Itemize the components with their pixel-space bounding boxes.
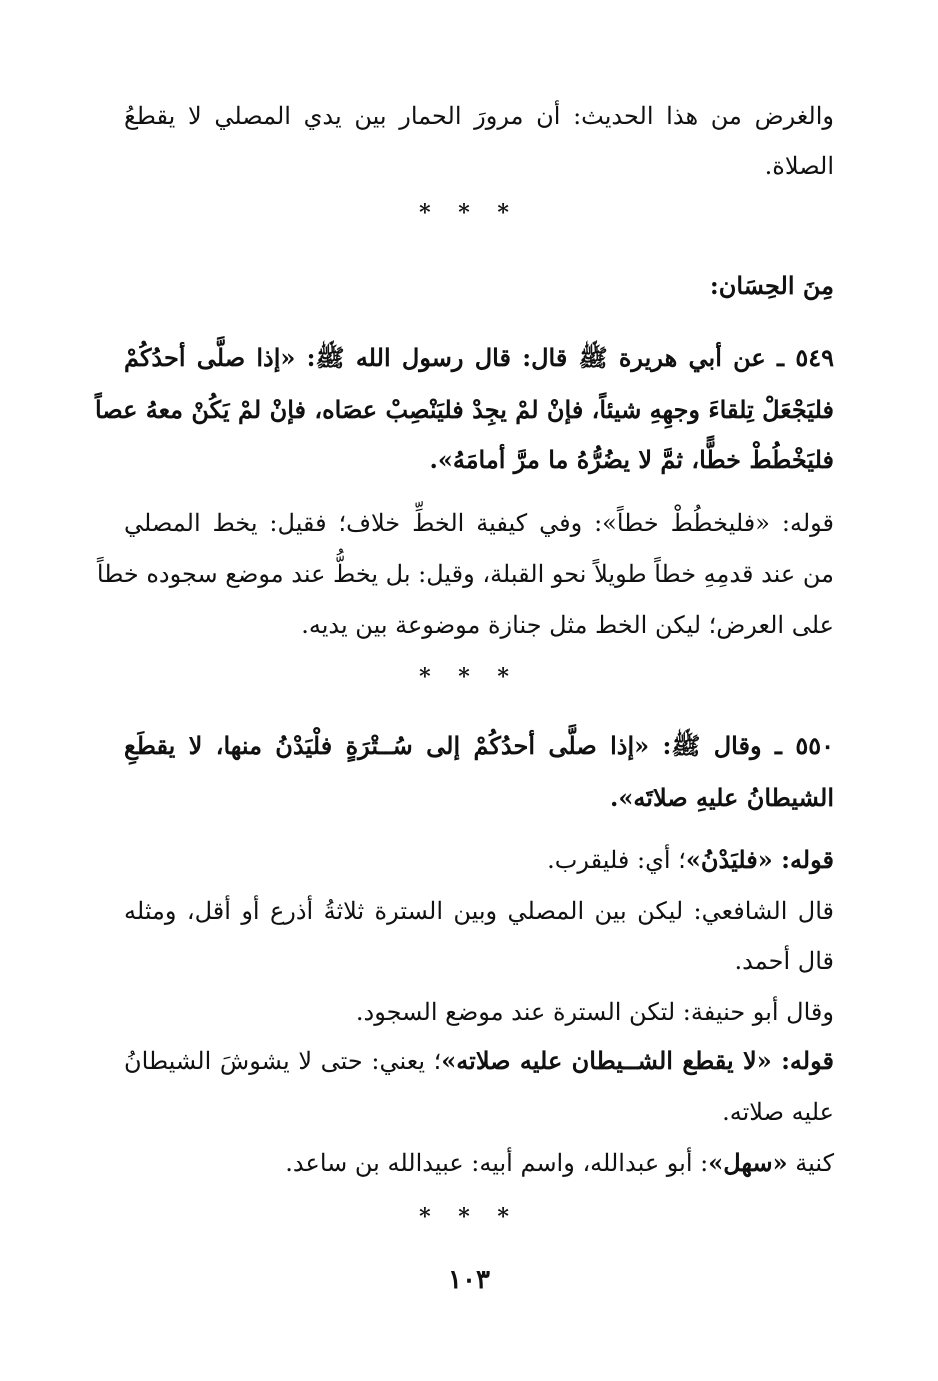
intro-line-1: والغرض من هذا الحديث: أن مرورَ الحمار بين يدي المصلي لا يقطعُ [124, 102, 834, 130]
section-heading: مِنَ الحِسَان: [709, 271, 834, 300]
section-separator: * * * [419, 664, 519, 690]
commentary-549-line-2: من عند قدمِهِ خطاً طويلاً نحو القبلة، وقيل: بل يخطُّ عند موضع سجوده خطاً [96, 560, 834, 588]
section-separator: * * * [419, 200, 519, 226]
commentary-550-line-5: قوله: «لا يقطع الشــيطان عليه صلاته»؛ يعني: حتى لا يشوشَ الشيطانُ [124, 1046, 834, 1075]
hadith-549-line-2: فليَجْعَلْ تِلقاءَ وجهِهِ شيئاً، فإنْ لمْ يجِدْ فليَنْصِبْ عصَاه، فإنْ لمْ يَكُنْ معهُ عصاً [94, 395, 834, 424]
commentary-550-line-2: قال الشافعي: ليكن بين المصلي وبين السترة ثلاثةُ أذرع أو أقل، ومثله [124, 897, 834, 925]
intro-line-2: الصلاة. [764, 152, 834, 180]
hadith-550-line-1: ٥٥٠ ـ وقال ﷺ: «إذا صلَّى أحدُكُمْ إلى سُــتْرَةٍ فلْيَدْنُ منها، لا يقطَعِ [124, 731, 834, 760]
commentary-550-line-7: كنية «سهل»: أبو عبدالله، واسم أبيه: عبيدالله بن ساعد. [285, 1148, 834, 1177]
commentary-550-line-4: وقال أبو حنيفة: لتكن السترة عند موضع السجود. [355, 998, 834, 1026]
hadith-550-line-2: الشيطانُ عليهِ صلاتَه». [610, 783, 834, 812]
hadith-549-line-1: ٥٤٩ ـ عن أبي هريرة ﷺ قال: قال رسول الله ﷺ: «إذا صلَّى أحدُكُمْ [124, 343, 834, 372]
hadith-549-line-3: فليَخْطُطْ خطًّا، ثمَّ لا يضُرُّهُ ما مرَّ أمامَهُ». [429, 445, 834, 474]
commentary-549-line-3: على العرض؛ ليكن الخط مثل جنازة موضوعة بين يديه. [301, 611, 834, 639]
commentary-550-line-1: قوله: «فليَدْنُ»؛ أي: فليقرب. [547, 845, 834, 874]
section-separator: * * * [419, 1204, 519, 1230]
commentary-550-line-6: عليه صلاته. [722, 1098, 834, 1126]
commentary-550-line-3: قال أحمد. [734, 947, 834, 975]
page-number: ١٠٣ [448, 1265, 490, 1295]
commentary-549-line-1: قوله: «فليخطُطْ خطاً»: وفي كيفية الخطِّ خلاف؛ فقيل: يخط المصلي [124, 509, 835, 537]
